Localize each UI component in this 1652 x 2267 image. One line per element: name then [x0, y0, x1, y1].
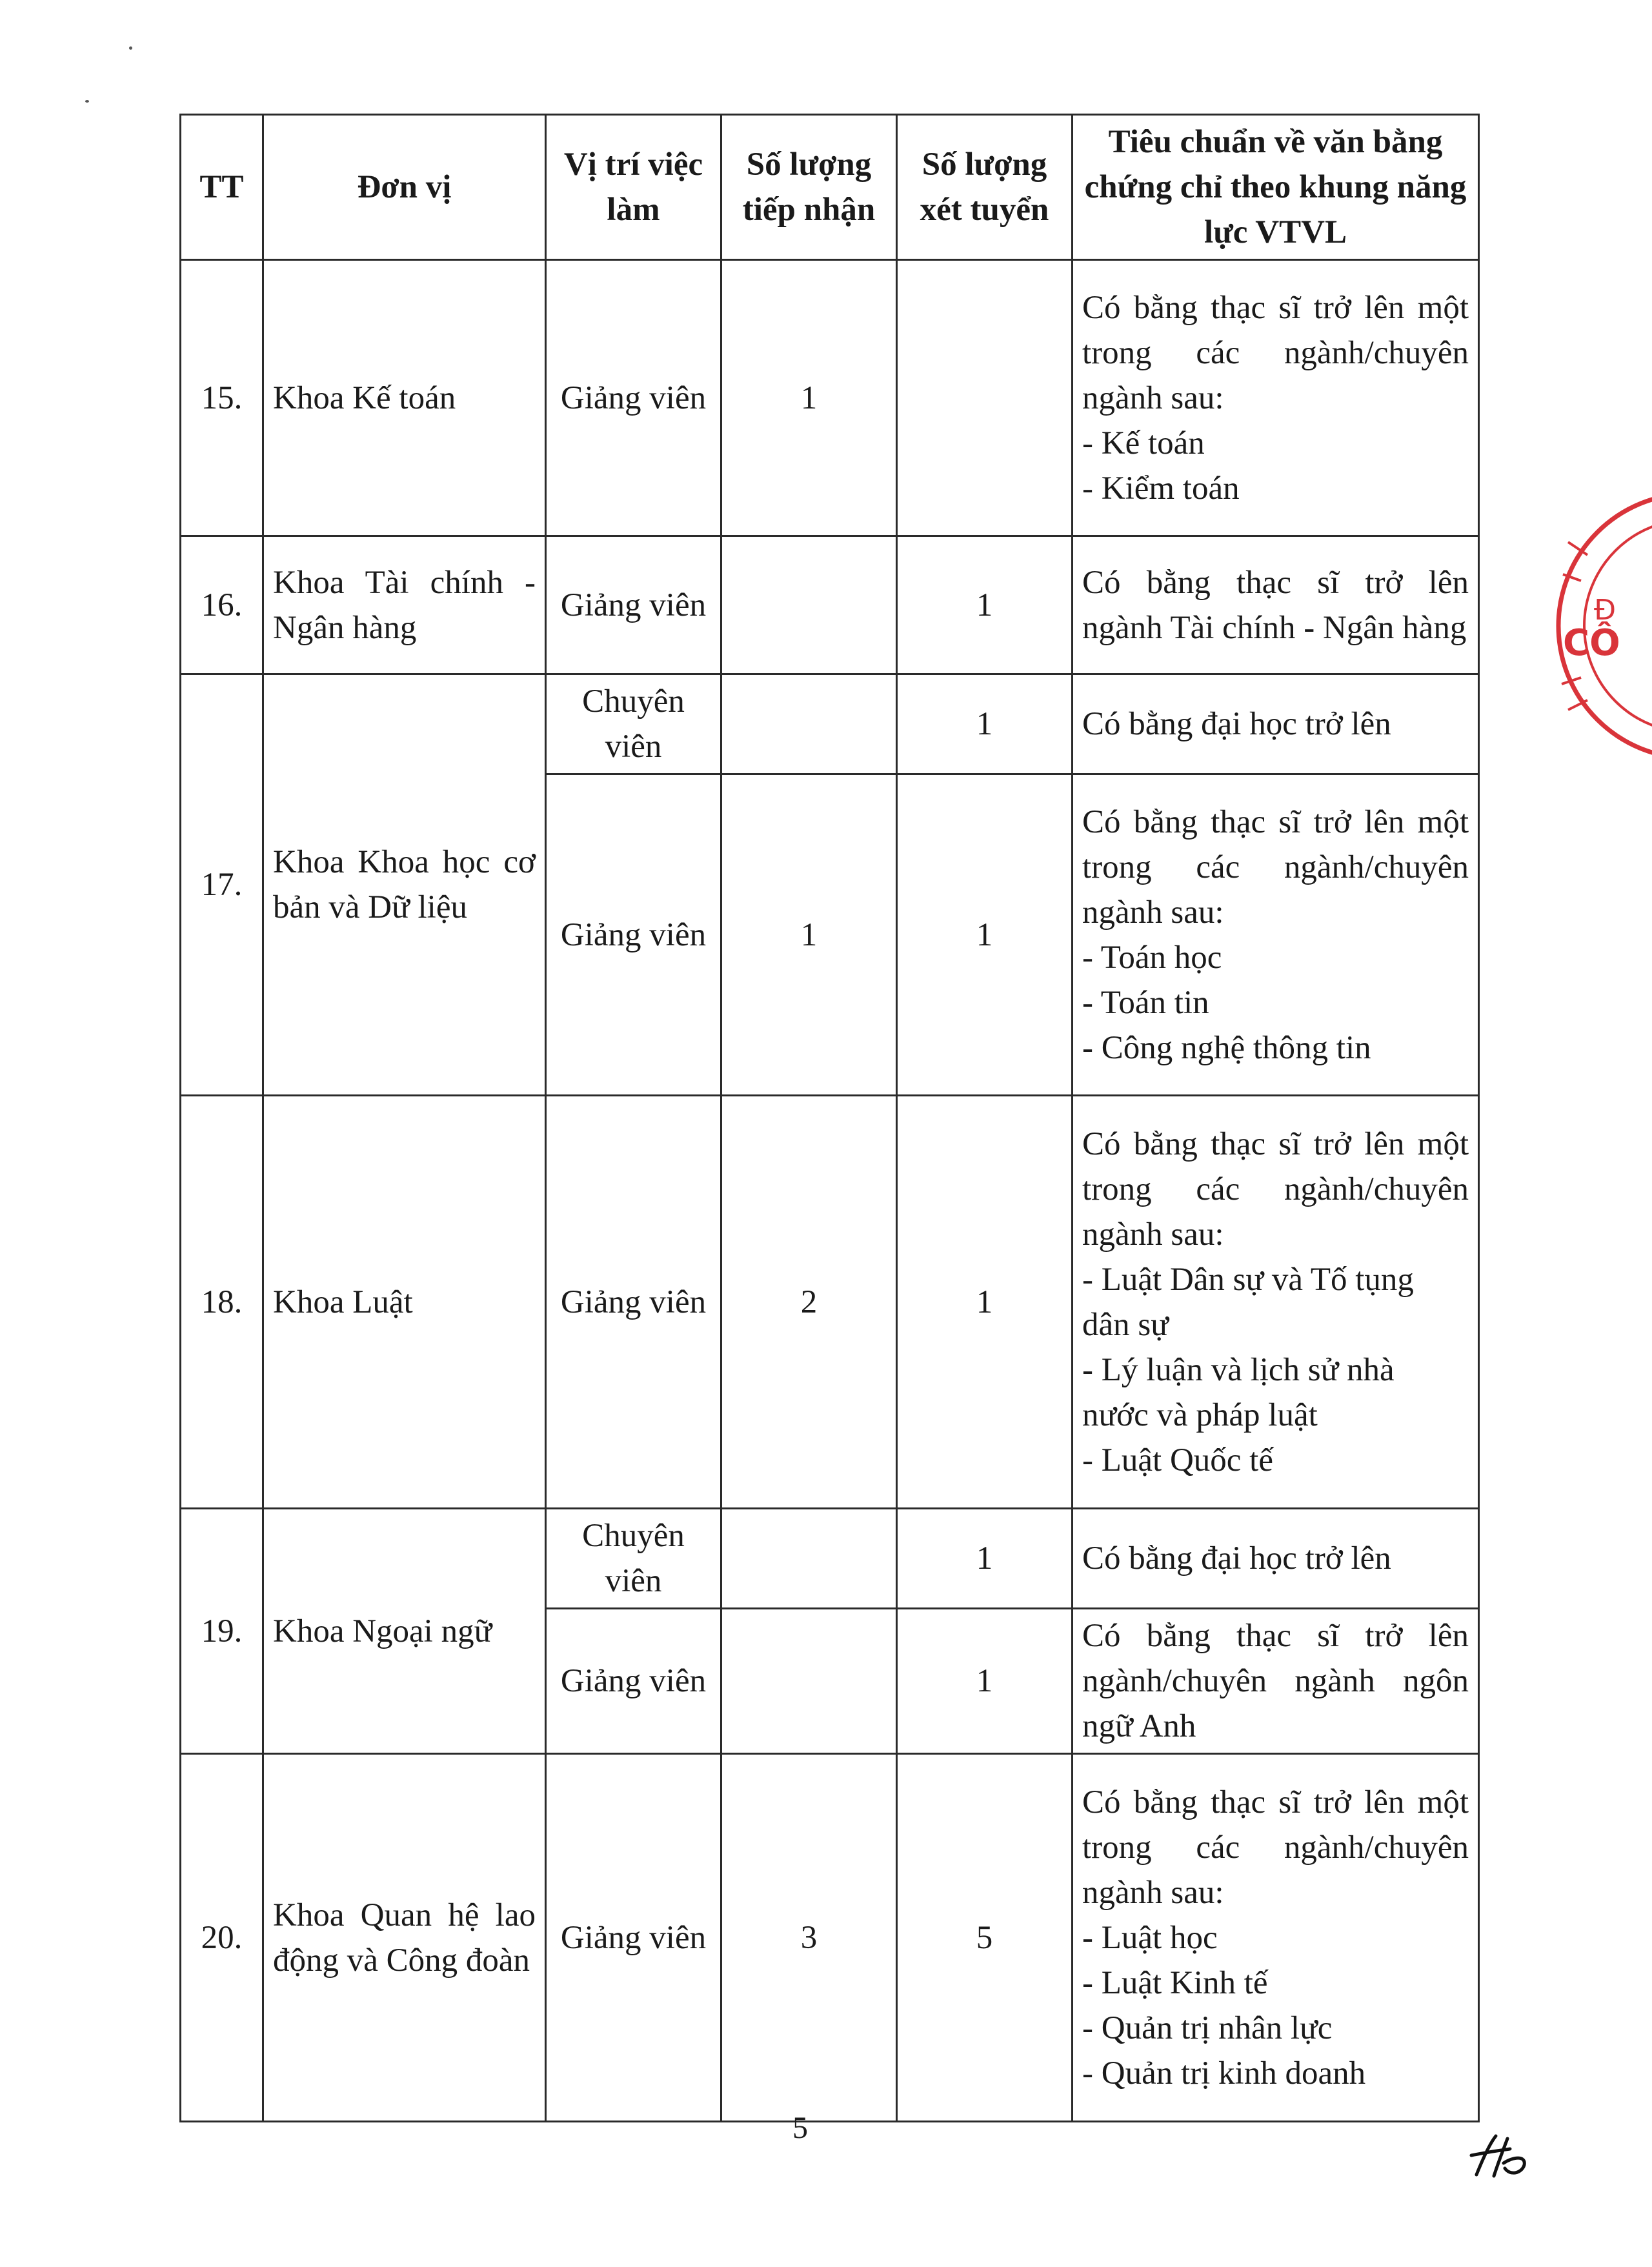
row-unit: Khoa Tài chính - Ngân hàng: [263, 536, 546, 674]
criteria-item: - Luật Dân sự và Tố tụng dân sự: [1082, 1261, 1414, 1343]
criteria-item: - Luật Kinh tế: [1082, 1964, 1268, 2001]
count-tiep-nhan: 1: [721, 260, 897, 536]
seal-stamp-icon: [1549, 490, 1652, 761]
count-xet-tuyen: 1: [897, 1509, 1073, 1609]
recruitment-table: [179, 114, 1480, 2122]
criteria-intro: Có bằng đại học trở lên: [1082, 1540, 1391, 1577]
criteria-intro: Có bằng thạc sĩ trở lên một trong các ngành/chuyên ngành sau:: [1082, 1125, 1469, 1253]
row-unit: Khoa Khoa học cơ bản và Dữ liệu: [263, 674, 546, 1096]
criteria-cell: [1073, 1509, 1479, 1609]
table-row: [181, 260, 1479, 536]
header-tt: TT: [181, 115, 263, 260]
criteria-item: - Toán học: [1082, 939, 1222, 976]
count-tiep-nhan: [721, 1609, 897, 1754]
row-unit: Khoa Kế toán: [263, 260, 546, 536]
criteria-item: - Luật học: [1082, 1919, 1218, 1956]
row-unit: Khoa Quan hệ lao động và Công đoàn: [263, 1754, 546, 2122]
row-unit: Khoa Luật: [263, 1096, 546, 1509]
handwritten-initials-icon: [1465, 2130, 1536, 2188]
criteria-cell: [1073, 1096, 1479, 1509]
criteria-item: - Lý luận và lịch sử nhà nước và pháp luật: [1082, 1351, 1395, 1433]
table-row: [181, 674, 1479, 774]
criteria-cell: [1073, 536, 1479, 674]
row-tt: 17.: [181, 674, 263, 1096]
criteria-item: - Quản trị nhân lực: [1082, 2010, 1333, 2046]
count-xet-tuyen: 1: [897, 1096, 1073, 1509]
table-row: [181, 1096, 1479, 1509]
count-xet-tuyen: 1: [897, 674, 1073, 774]
row-tt: 16.: [181, 536, 263, 674]
count-tiep-nhan: [721, 536, 897, 674]
criteria-intro: Có bằng thạc sĩ trở lên một trong các ngành/chuyên ngành sau:: [1082, 289, 1469, 416]
count-xet-tuyen: 5: [897, 1754, 1073, 2122]
scan-speck: [85, 100, 89, 103]
header-don-vi: Đơn vị: [263, 115, 546, 260]
position-title: Giảng viên: [546, 1096, 721, 1509]
header-xet-tuyen: Số lượng xét tuyển: [897, 115, 1073, 260]
criteria-intro: Có bằng thạc sĩ trở lên ngành/chuyên ngành ngôn ngữ Anh: [1082, 1618, 1469, 1744]
row-tt: 19.: [181, 1509, 263, 1754]
row-unit: Khoa Ngoại ngữ: [263, 1509, 546, 1754]
criteria-intro: Có bằng đại học trở lên: [1082, 706, 1391, 742]
criteria-cell: [1073, 1754, 1479, 2122]
position-title: Giảng viên: [546, 1754, 721, 2122]
count-tiep-nhan: [721, 1509, 897, 1609]
criteria-item: - Toán tin: [1082, 984, 1209, 1021]
position-title: Chuyên viên: [546, 1509, 721, 1609]
count-tiep-nhan: [721, 674, 897, 774]
criteria-item: - Quản trị kinh doanh: [1082, 2055, 1366, 2091]
table-row: [181, 536, 1479, 674]
count-xet-tuyen: 1: [897, 536, 1073, 674]
page-number: 5: [792, 2111, 808, 2145]
position-title: Giảng viên: [546, 536, 721, 674]
count-xet-tuyen: 1: [897, 774, 1073, 1096]
header-vi-tri: Vị trí việc làm: [546, 115, 721, 260]
position-title: Chuyên viên: [546, 674, 721, 774]
criteria-cell: [1073, 674, 1479, 774]
table-header-row: [181, 115, 1479, 260]
table-row: [181, 1754, 1479, 2122]
row-tt: 20.: [181, 1754, 263, 2122]
row-tt: 15.: [181, 260, 263, 536]
row-tt: 18.: [181, 1096, 263, 1509]
position-title: Giảng viên: [546, 1609, 721, 1754]
criteria-cell: [1073, 260, 1479, 536]
criteria-item: - Kế toán: [1082, 425, 1205, 461]
table-row: [181, 1509, 1479, 1609]
criteria-item: - Công nghệ thông tin: [1082, 1029, 1371, 1066]
position-title: Giảng viên: [546, 774, 721, 1096]
svg-text:CÔ: CÔ: [1563, 622, 1620, 664]
svg-text:Đ: Đ: [1594, 594, 1617, 627]
criteria-intro: Có bằng thạc sĩ trở lên ngành Tài chính - Ngân hàng: [1082, 564, 1469, 646]
count-tiep-nhan: 3: [721, 1754, 897, 2122]
criteria-item: - Luật Quốc tế: [1082, 1442, 1273, 1478]
header-tiep-nhan: Số lượng tiếp nhận: [721, 115, 897, 260]
count-xet-tuyen: [897, 260, 1073, 536]
criteria-intro: Có bằng thạc sĩ trở lên một trong các ngành/chuyên ngành sau:: [1082, 803, 1469, 931]
count-xet-tuyen: 1: [897, 1609, 1073, 1754]
scan-speck: [129, 46, 132, 50]
position-title: Giảng viên: [546, 260, 721, 536]
count-tiep-nhan: 1: [721, 774, 897, 1096]
header-tieu-chuan: Tiêu chuẩn về văn bằng chứng chỉ theo khung năng lực VTVL: [1073, 115, 1479, 260]
criteria-cell: [1073, 1609, 1479, 1754]
criteria-item: - Kiểm toán: [1082, 470, 1240, 507]
criteria-cell: [1073, 774, 1479, 1096]
count-tiep-nhan: 2: [721, 1096, 897, 1509]
criteria-intro: Có bằng thạc sĩ trở lên một trong các ngành/chuyên ngành sau:: [1082, 1784, 1469, 1911]
